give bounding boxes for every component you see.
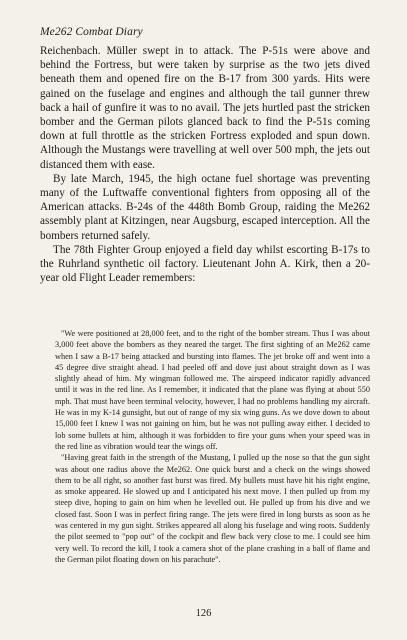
body-paragraph: The 78th Fighter Group enjoyed a field day whilst escorting B-17s to the Ruhrland synthetic oil factory. Lieutenant John A. Kirk, then a 20-year old Flight Leader remembers:: [40, 243, 370, 285]
quote-paragraph: "Having great faith in the strength of the Mustang, I pulled up the nose so that the gun sight was about one radius above the Me262. One quick burst and a check on the wings showed them to be all right, so another fast burst was fired. My bullets must have hit his right engine, as smoke appeared. He slowed up and I anticipated his next move. I then pulled up from my steep dive, hoping to gain on him when he levelled out. He pulled up from his dive and we closed fast. Soon I was in perfect firing range. The jets were fired in long bursts as soon as he was centered in my gun sight. Strikes appeared all along his fuselage and wing roots. Suddenly the pilot seemed to "pop out" of the cockpit and flew back very close to me. I could see him very well. To record the kill, I took a camera shot of the plane crashing in a ball of flame and the German pilot floating down on his parachute".: [55, 453, 370, 564]
quoted-recollection: [55, 328, 370, 565]
running-header: Me262 Combat Diary: [40, 26, 143, 38]
body-paragraph: Reichenbach. Müller swept in to attack. The P-51s were above and behind the Fortress, but were taken by surprise as the two jets dived beneath them and opened fire on the B-17 from 300 yards. Hits were gained on the fuselage and engines and although the tail gunner threw back a hail of gunfire it was to no avail. The jets hurtled past the stricken bomber and the German pilots glanced back to find the P-51s coming down at full throttle as the stricken Fortress exploded and spun down. Although the Mustangs were travelling at well over 500 mph, the jets out distanced them with ease.: [40, 45, 370, 171]
body-text: [40, 44, 370, 285]
quote-paragraph: "We were positioned at 28,000 feet, and to the right of the bomber stream. Thus I was about 3,000 feet above the bombers as they neared the target. The first sighting of an Me262 came when I saw a B-17 being attacked and bursting into flames. The jet broke off and went into a 45 degree dive straight ahead. I had peeled off and dove just about straight down as I was slightly ahead of him. My wingman followed me. The airspeed indicator rapidly advanced until it was in the red line. As I remember, it indicated that the plane was flying at about 550 mph. That must have been terminal velocity, however, I had no problems handling my aircraft. He was in my K-14 gunsight, but out of range of my six wing guns. As we dove down to about 15,000 feet I knew I was not gaining on him, but he was not pulling away either. I decided to lob some bullets at him, although it was forbidden to fire your guns when your speed was in the red line as vibration would tear the wings off.: [55, 329, 370, 451]
body-paragraph: By late March, 1945, the high octane fuel shortage was preventing many of the Luftwaffe conventional fighters from opposing all of the American attacks. B-24s of the 448th Bomb Group, raiding the Me262 assembly plant at Kitzingen, near Augsburg, escaped interception. All the bombers returned safely.: [40, 172, 370, 242]
page-number: 126: [195, 608, 212, 619]
